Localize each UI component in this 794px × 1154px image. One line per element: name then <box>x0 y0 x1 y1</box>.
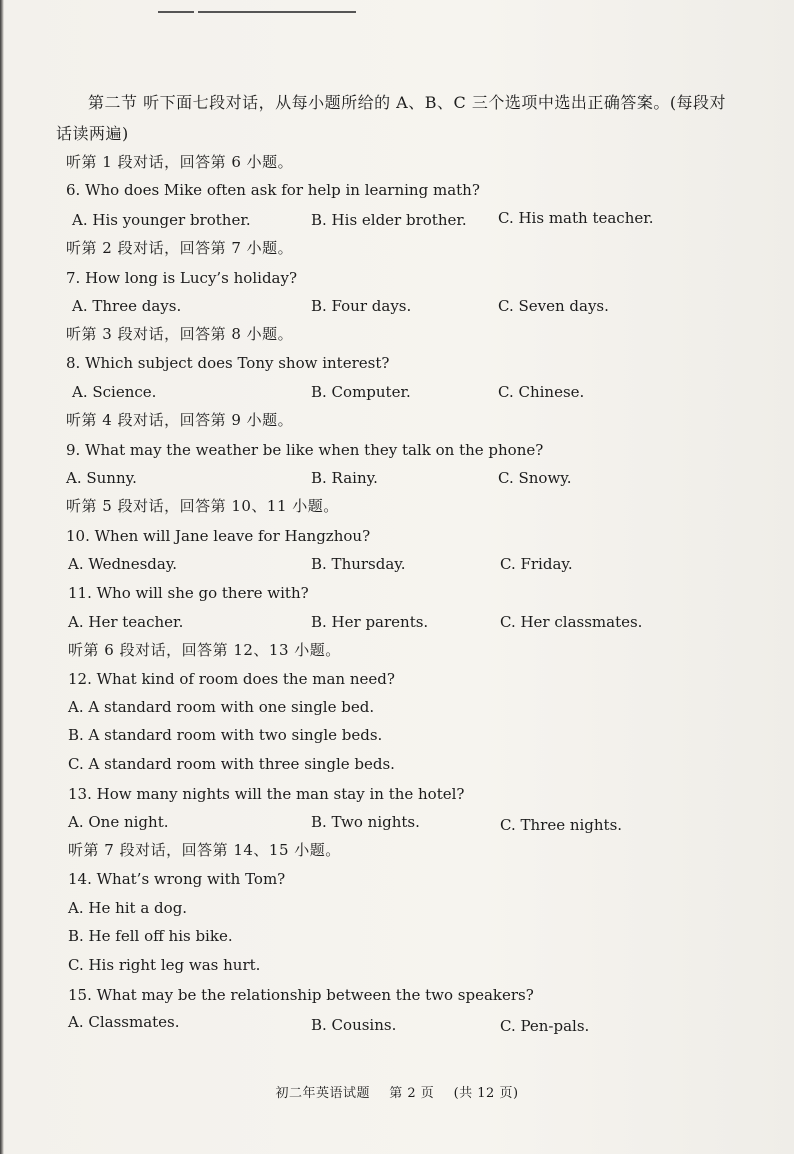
dialog-intro: 听第 1 段对话，回答第 6 小题。 <box>66 153 294 171</box>
option-c: C. Seven days. <box>498 297 609 315</box>
option-b: B. Thursday. <box>311 555 406 573</box>
option-a: A. He hit a dog. <box>68 899 188 917</box>
option-c: C. His right leg was hurt. <box>68 956 261 974</box>
dialog-intro: 听第 2 段对话，回答第 7 小题。 <box>66 239 294 257</box>
option-a: A. Wednesday. <box>68 555 178 573</box>
option-c: C. His math teacher. <box>498 209 654 227</box>
option-b: B. His elder brother. <box>311 211 467 229</box>
option-c: C. A standard room with three single beds. <box>68 755 395 773</box>
question-text: 10. When will Jane leave for Hangzhou? <box>66 527 371 545</box>
footer-page-number: 第 2 页 <box>389 1086 435 1101</box>
top-rule <box>198 11 356 13</box>
option-a: A. One night. <box>68 813 169 831</box>
dialog-intro: 听第 6 段对话，回答第 12、13 小题。 <box>68 641 341 659</box>
option-a: A. A standard room with one single bed. <box>68 698 375 716</box>
option-c: C. Pen-pals. <box>500 1017 590 1035</box>
question-text: 6. Who does Mike often ask for help in learning math? <box>66 181 480 199</box>
question-text: 13. How many nights will the man stay in the hotel? <box>68 785 465 803</box>
question-text: 11. Who will she go there with? <box>68 584 309 602</box>
question-text: 15. What may be the relationship between the two speakers? <box>68 986 534 1004</box>
option-c: C. Three nights. <box>500 816 623 834</box>
option-b: B. He fell off his bike. <box>68 927 233 945</box>
section-instructions-cont: 话读两遍) <box>56 124 129 143</box>
dialog-intro: 听第 7 段对话，回答第 14、15 小题。 <box>68 841 341 859</box>
footer-title: 初二年英语试题 <box>275 1086 370 1101</box>
question-text: 9. What may the weather be like when they talk on the phone? <box>66 441 544 459</box>
dialog-intro: 听第 4 段对话，回答第 9 小题。 <box>66 411 294 429</box>
option-c: C. Chinese. <box>498 383 585 401</box>
page-footer <box>0 1082 794 1101</box>
option-b: B. Her parents. <box>311 613 429 631</box>
option-a: A. Science. <box>72 383 157 401</box>
question-text: 12. What kind of room does the man need? <box>68 670 395 688</box>
option-b: B. Cousins. <box>311 1016 397 1034</box>
question-text: 7. How long is Lucy’s holiday? <box>66 269 297 287</box>
option-c: C. Friday. <box>500 555 573 573</box>
option-a: A. His younger brother. <box>72 211 251 229</box>
option-a: A. Her teacher. <box>68 613 184 631</box>
option-b: B. A standard room with two single beds. <box>68 726 383 744</box>
option-b: B. Two nights. <box>311 813 420 831</box>
option-b: B. Rainy. <box>311 469 378 487</box>
option-c: C. Her classmates. <box>500 613 643 631</box>
option-b: B. Four days. <box>311 297 412 315</box>
dialog-intro: 听第 5 段对话，回答第 10、11 小题。 <box>66 497 339 515</box>
option-a: A. Classmates. <box>68 1013 180 1031</box>
question-text: 14. What’s wrong with Tom? <box>68 870 286 888</box>
option-b: B. Computer. <box>311 383 411 401</box>
option-a: A. Three days. <box>72 297 182 315</box>
dialog-intro: 听第 3 段对话，回答第 8 小题。 <box>66 325 294 343</box>
section-instructions: 第二节 听下面七段对话，从每小题所给的 A、B、C 三个选项中选出正确答案。(每段对 <box>88 93 727 112</box>
option-a: A. Sunny. <box>66 469 137 487</box>
footer-total-pages: (共 12 页) <box>453 1086 519 1101</box>
option-c: C. Snowy. <box>498 469 572 487</box>
question-text: 8. Which subject does Tony show interest? <box>66 354 390 372</box>
top-rule <box>158 11 194 13</box>
